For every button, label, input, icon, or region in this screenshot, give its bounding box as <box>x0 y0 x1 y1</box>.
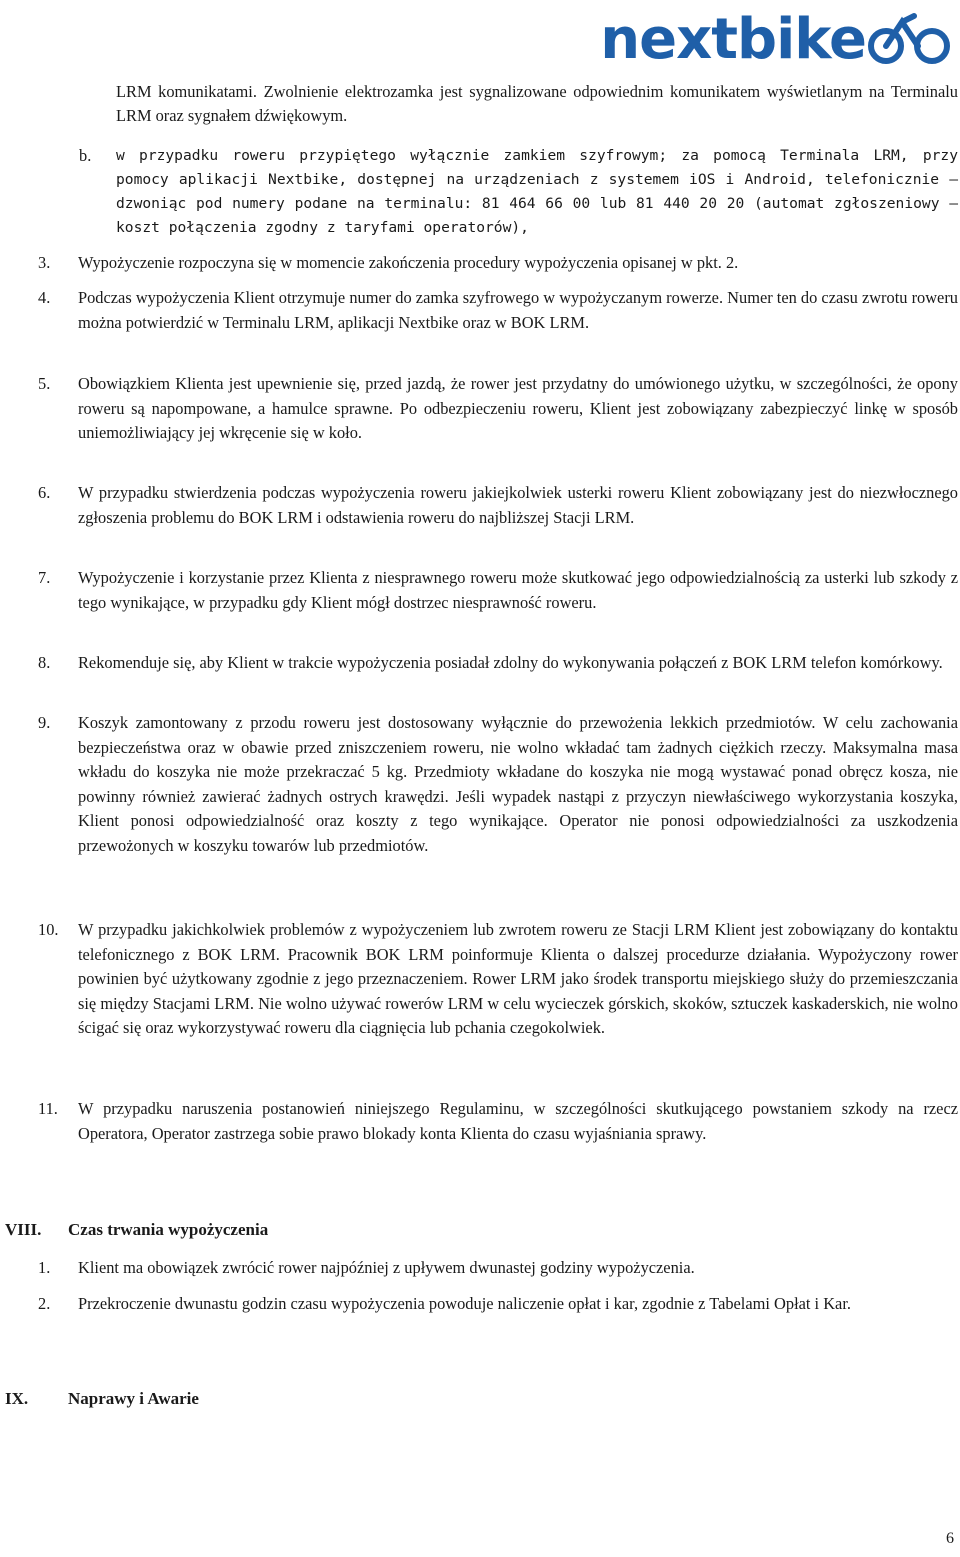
list-item-text: Obowiązkiem Klienta jest upewnienie się, przed jazdą, że rower jest przydatny do umówionego użytku, w szczególności, że opony roweru są napompowane, a hamulce sprawne. Po odbezpieczeniu roweru, Klient jest zobowiązany zabezpieczyć linkę w sposób uniemożliwiający jej wkręcenie się w koło. <box>78 374 958 442</box>
item-b-text: w przypadku roweru przypiętego wyłącznie zamkiem szyfrowym; za pomocą Terminala LRM, przy pomocy aplikacji Nextbike, dostępnej na urządzeniach z systemem iOS i Android, telefonicznie – dzwoniąc pod numery podane na terminalu: 81 464 66 00 lub 81 440 20 20 (automat zgłoszeniowy – koszt połączenia zgodny z taryfami operatorów), <box>116 147 958 236</box>
item-b-label: b. <box>79 146 92 165</box>
viii-item-text: Przekroczenie dwunastu godzin czasu wypożyczenia powoduje naliczenie opłat i kar, zgodnie z Tabelami Opłat i Kar. <box>78 1294 851 1313</box>
list-item-number: 8. <box>38 653 51 672</box>
section-ix-number: IX. <box>5 1389 29 1408</box>
list-item-number: 7. <box>38 568 51 587</box>
list-item-number: 3. <box>38 253 51 272</box>
list-item-text: Koszyk zamontowany z przodu roweru jest dostosowany wyłącznie do przewożenia lekkich przedmiotów. W celu zachowania bezpieczeństwa oraz w obawie przed zniszczeniem roweru, nie wolno wkładać tam żadnych ciężkich rzeczy. Maksymalna masa wkładu do koszyka nie może przekraczać 5 kg. Przedmioty wkładane do koszyka nie mogą wystawać ponad obręcz kosza, nie powinny również zawierać żadnych ostrych krawędzi. Jeśli wypadek nastąpi z przyczyn niewłaściwego wykorzystania koszyka, Klient ponosi odpowiedzialność oraz koszty z tego wynikające. Operator nie ponosi odpowiedzialności za uszkodzenia przewożonych w koszyku towarów lub przedmiotów. <box>78 713 958 855</box>
nextbike-logo <box>600 2 954 72</box>
intro-continuation: LRM komunikatami. Zwolnienie elektrozamka jest sygnalizowane odpowiednim komunikatem wyświetlanym na Terminalu LRM oraz sygnałem dźwiękowym. <box>116 82 958 125</box>
list-item-number: 11. <box>38 1099 58 1118</box>
list-item-number: 6. <box>38 483 51 502</box>
list-item-text: W przypadku jakichkolwiek problemów z wypożyczeniem lub zwrotem roweru ze Stacji LRM Klient jest zobowiązany do kontaktu telefonicznego z BOK LRM. Pracownik BOK LRM poinformuje Klienta o dalszej procedurze działania. Wypożyczony rower powinien być użytkowany zgodnie z jego przeznaczeniem. Rower LRM jako środek transportu miejskiego służy do przemieszczania się między Stacjami LRM. Nie wolno używać rowerów LRM w celu wycieczek górskich, skoków, sztuczek kaskaderskich, nie wolno ścigać się oraz wykorzystywać roweru dla ciągnięcia lub pchania czegokolwiek. <box>78 920 958 1037</box>
list-item-number: 10. <box>38 920 59 939</box>
list-item-text: Wypożyczenie i korzystanie przez Klienta z niesprawnego roweru może skutkować jego odpowiedzialnością za usterki lub szkody z tego wynikające, w przypadku gdy Klient mógł dostrzec niesprawność roweru. <box>78 568 958 612</box>
section-ix-title: Naprawy i Awarie <box>68 1389 199 1408</box>
list-item-number: 5. <box>38 374 51 393</box>
viii-item-number: 2. <box>38 1294 51 1313</box>
bike-icon <box>868 12 954 68</box>
list-item-text: Podczas wypożyczenia Klient otrzymuje numer do zamka szyfrowego w wypożyczanym rowerze. Numer ten do czasu zwrotu roweru można potwierdzić w Terminalu LRM, aplikacji Nextbike oraz w BOK LRM. <box>78 288 958 332</box>
list-item-text: Rekomenduje się, aby Klient w trakcie wypożyczenia posiadał zdolny do wykonywania połączeń z BOK LRM telefon komórkowy. <box>78 653 943 672</box>
list-item-text: W przypadku stwierdzenia podczas wypożyczenia roweru jakiejkolwiek usterki roweru Klient zobowiązany jest do niezwłocznego zgłoszenia problemu do BOK LRM i odstawienia roweru do najbliższej Stacji LRM. <box>78 483 958 527</box>
viii-item-number: 1. <box>38 1258 51 1277</box>
list-item-number: 4. <box>38 288 51 307</box>
list-item-text: W przypadku naruszenia postanowień niniejszego Regulaminu, w szczególności skutkującego powstaniem szkody na rzecz Operatora, Operator zastrzega sobie prawo blokady konta Klienta do czasu wyjaśniania sprawy. <box>78 1099 958 1143</box>
page-number: 6 <box>946 1530 954 1547</box>
section-viii-number: VIII. <box>5 1220 42 1239</box>
viii-item-text: Klient ma obowiązek zwrócić rower najpóźniej z upływem dwunastej godziny wypożyczenia. <box>78 1258 695 1277</box>
list-item-number: 9. <box>38 713 51 732</box>
logo-wordmark: nextbike <box>600 7 866 72</box>
section-viii-title: Czas trwania wypożyczenia <box>68 1220 269 1239</box>
list-item-text: Wypożyczenie rozpoczyna się w momencie zakończenia procedury wypożyczenia opisanej w pkt. 2. <box>78 253 739 272</box>
